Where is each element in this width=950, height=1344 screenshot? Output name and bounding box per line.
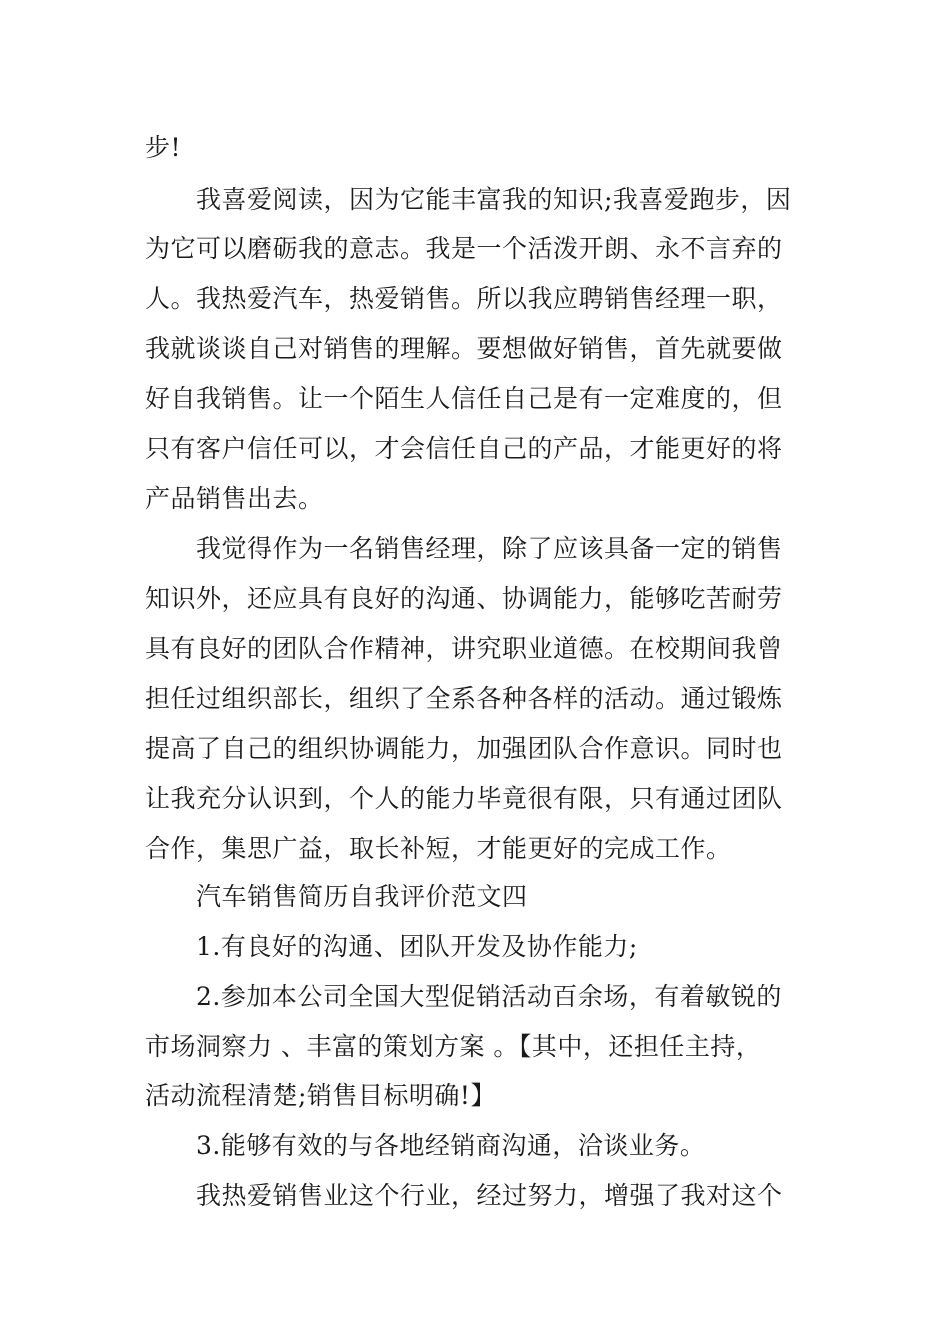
list-item: 3.能够有效的与各地经销商沟通，洽谈业务。 (196, 1131, 706, 1160)
text-line: 好自我销售。让一个陌生人信任自己是有一定难度的，但 (145, 384, 783, 413)
text-line: 活动流程清楚;销售目标明确!】 (145, 1081, 496, 1110)
paragraph-first-line: 我热爱销售业这个行业，经过努力，增强了我对这个 (196, 1181, 783, 1210)
text-line: 知识外，还应具有良好的沟通、协调能力，能够吃苦耐劳 (145, 584, 783, 613)
text-line: 让我充分认识到，个人的能力毕竟很有限，只有通过团队 (145, 784, 783, 813)
text-line: 人。我热爱汽车，热爱销售。所以我应聘销售经理一职， (145, 284, 783, 313)
text-line: 产品销售出去。 (145, 484, 324, 513)
text-line: 我就谈谈自己对销售的理解。要想做好销售，首先就要做 (145, 334, 783, 363)
text-line: 提高了自己的组织协调能力，加强团队合作意识。同时也 (145, 734, 783, 763)
paragraph-first-line: 我喜爱阅读，因为它能丰富我的知识;我喜爱跑步，因 (196, 185, 792, 214)
text-line: 为它可以磨砺我的意志。我是一个活泼开朗、永不言弃的 (145, 234, 783, 263)
text-line: 市场洞察力 、丰富的策划方案 。【其中，还担任主持， (145, 1032, 762, 1061)
paragraph-first-line: 我觉得作为一名销售经理，除了应该具备一定的销售 (196, 534, 783, 563)
text-line: 合作，集思广益，取长补短，才能更好的完成工作。 (145, 834, 732, 863)
list-item: 2.参加本公司全国大型促销活动百余场，有着敏锐的 (196, 982, 782, 1011)
text-line: 只有客户信任可以，才会信任自己的产品，才能更好的将 (145, 434, 783, 463)
list-item: 1.有良好的沟通、团队开发及协作能力; (196, 932, 638, 961)
text-line: 步! (145, 133, 182, 162)
section-heading: 汽车销售简历自我评价范文四 (196, 882, 528, 911)
text-line: 具有良好的团队合作精神，讲究职业道德。在校期间我曾 (145, 634, 783, 663)
text-line: 担任过组织部长，组织了全系各种各样的活动。通过锻炼 (145, 684, 783, 713)
